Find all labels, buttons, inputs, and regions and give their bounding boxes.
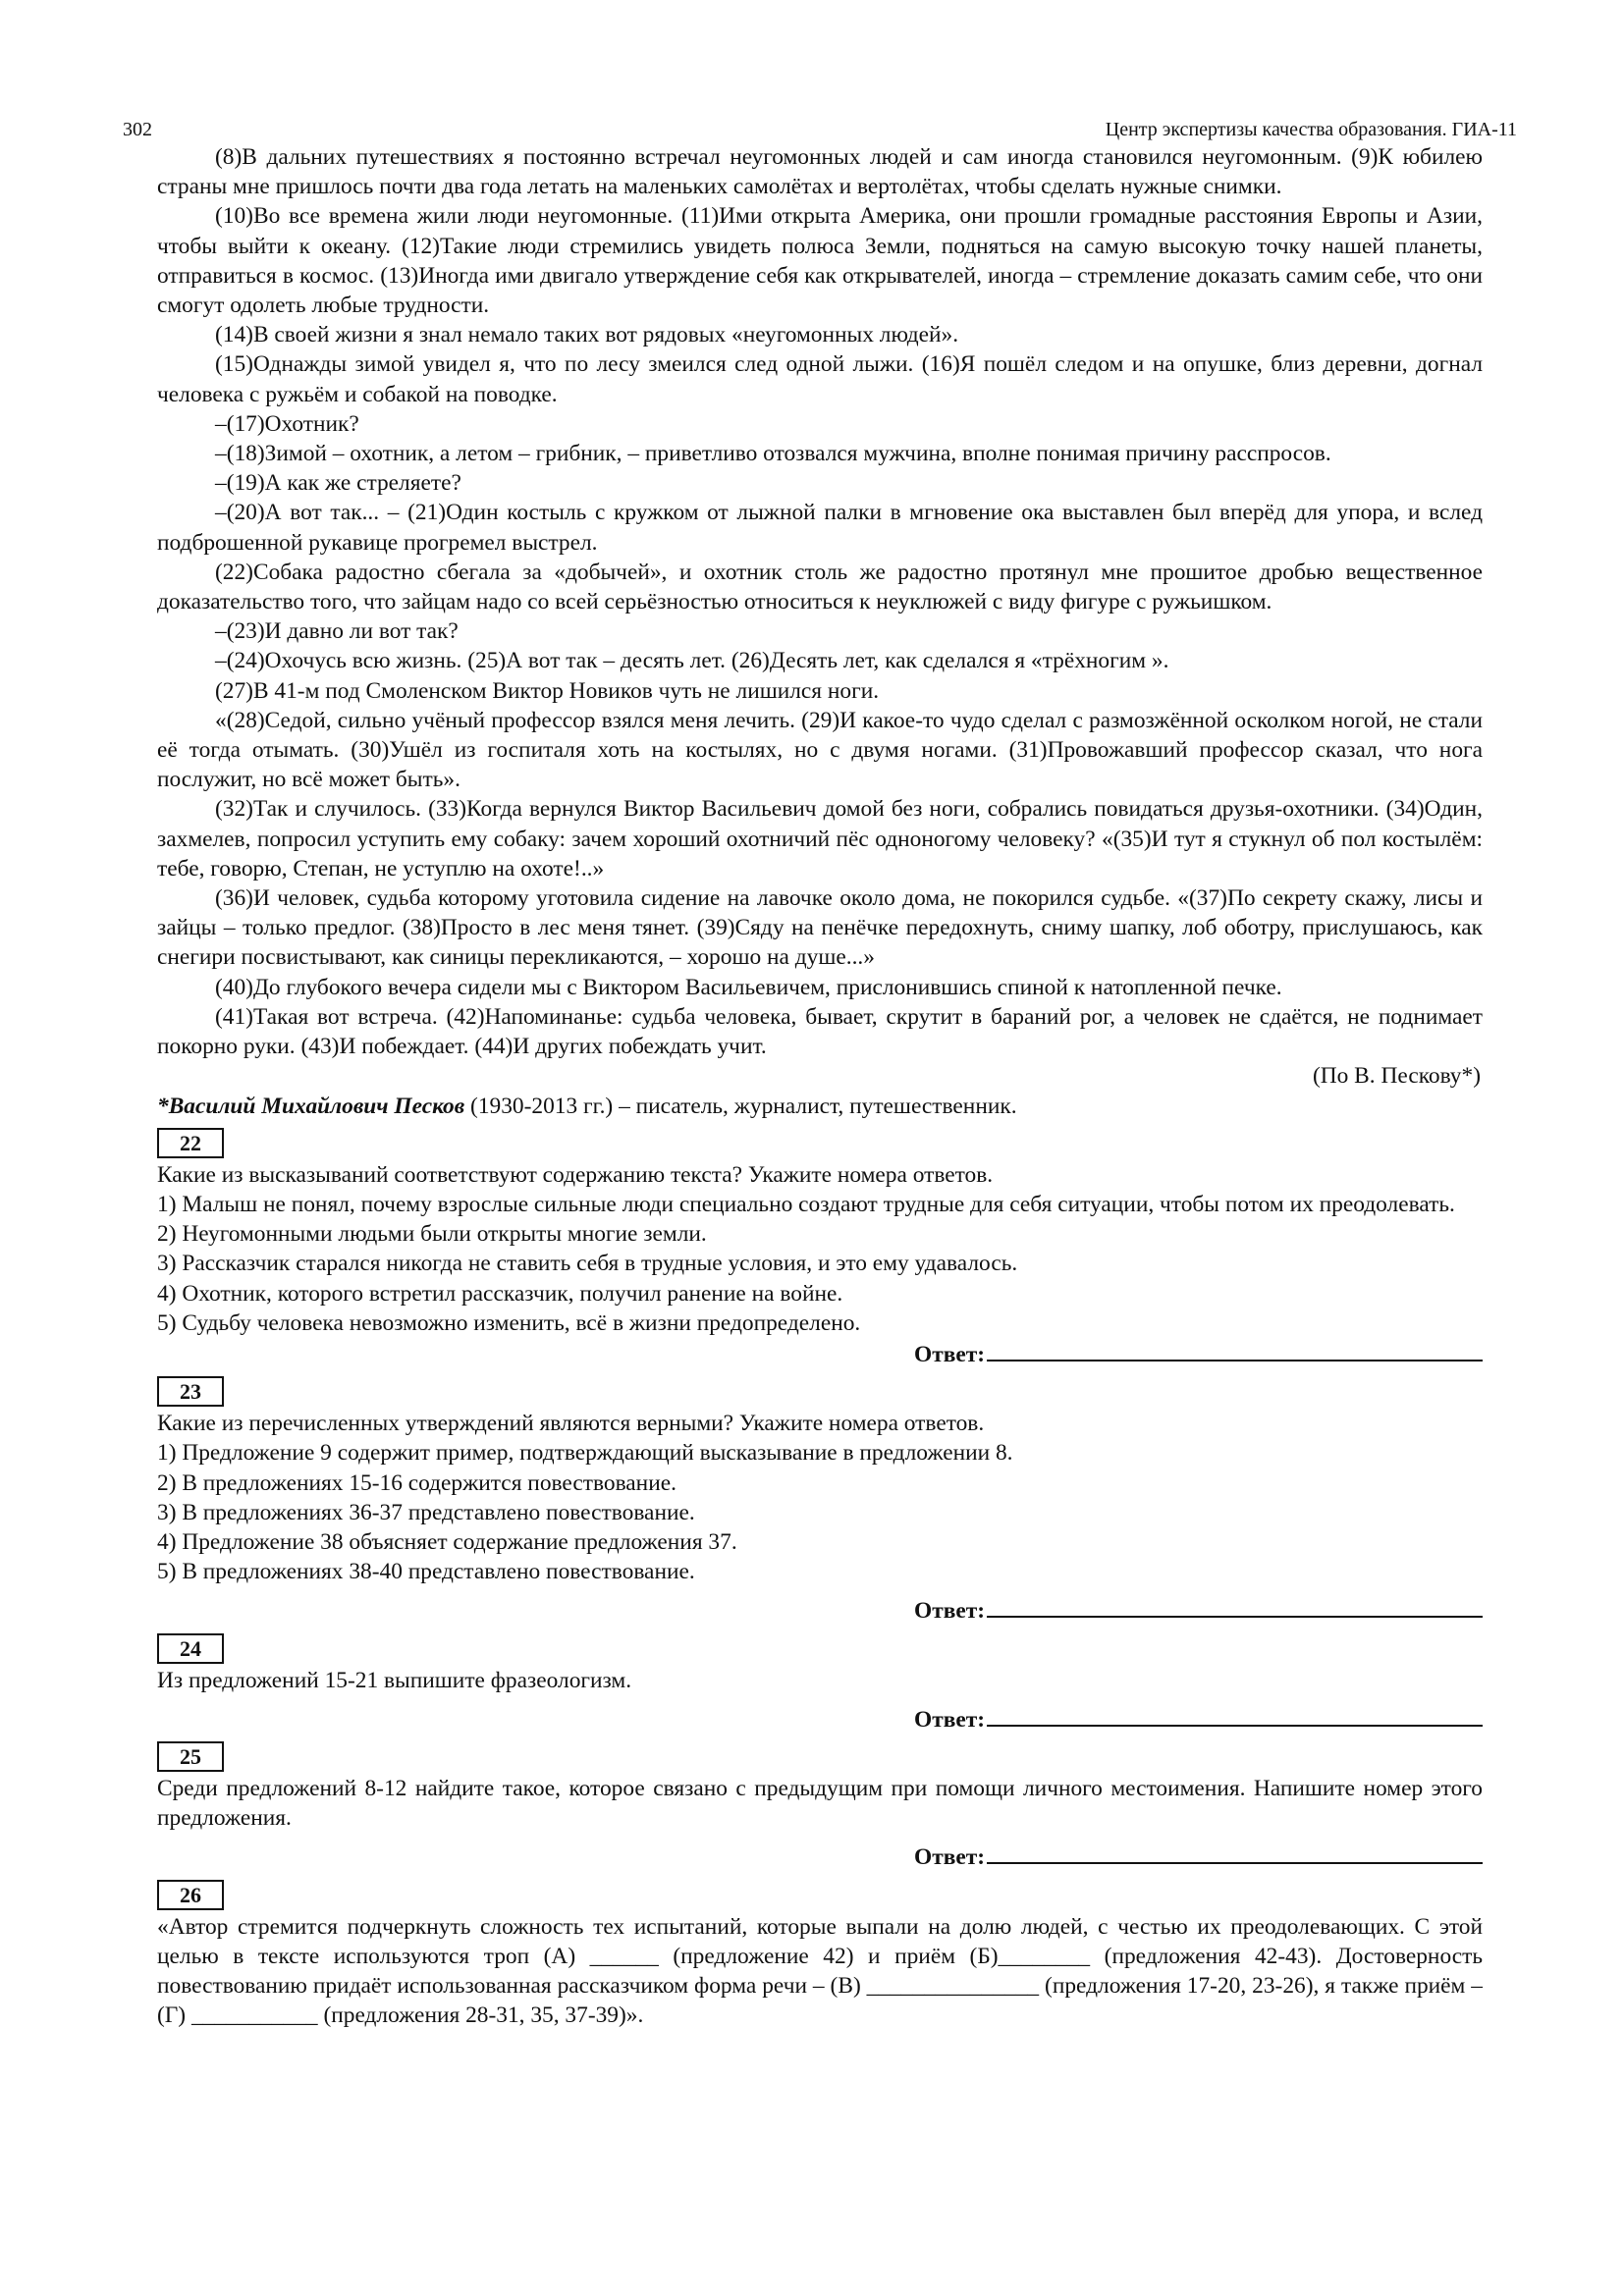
text-paragraph: –(18)Зимой – охотник, а летом – грибник, – приветливо отозвался мужчина, вполне понимая причину расспросов. — [215, 441, 1331, 467]
answer-line[interactable] — [987, 1703, 1483, 1727]
task-option: 1) Предложение 9 содержит пример, подтверждающий высказывание в предложении 8. — [157, 1440, 1013, 1467]
header-title: Центр экспертизы качества образования. ГИА-11 — [1105, 119, 1517, 140]
answer-line[interactable] — [987, 1594, 1483, 1618]
author-description: (1930-2013 гг.) – писатель, журналист, путешественник. — [464, 1093, 1017, 1119]
task-22 — [157, 1121, 1483, 1369]
text-paragraph: (40)До глубокого вечера сидели мы с Виктором Васильевичем, прислонившись спиной к натопленной печке. — [215, 974, 1282, 1000]
task-question: Какие из перечисленных утверждений являются верными? Укажите номера ответов. — [157, 1411, 985, 1437]
task-option: 4) Охотник, которого встретил рассказчик, получил ранение на войне. — [157, 1280, 843, 1307]
task-number-box: 25 — [157, 1741, 224, 1772]
answer-label: Ответ: — [914, 1598, 985, 1625]
text-paragraph: –(20)А вот так... – (21)Один костыль с кружком от лыжной палки в мгновение ока выставлен был вперёд для упора, и вслед подброшенной рукавице прогремел выстрел. — [157, 500, 1483, 556]
text-paragraph: –(23)И давно ли вот так? — [215, 618, 459, 645]
task-option: 3) Рассказчик старался никогда не ставить себя в трудные условия, и это ему удавалось. — [157, 1251, 1018, 1277]
text-paragraph: (32)Так и случилось. (33)Когда вернулся Виктор Васильевич домой без ноги, собрались повидаться друзья-охотники. (34)Один, захмелев, попросил уступить ему собаку: зачем хороший охотничий пёс одноногому человеку? «(35)И тут я стукнул об пол костылём: тебе, говорю, Степан, не уступлю на охоте!..» — [157, 796, 1483, 881]
page-number: 302 — [123, 119, 152, 140]
task-number-box: 22 — [157, 1128, 224, 1158]
task-question: Из предложений 15-21 выпишите фразеологизм. — [157, 1667, 632, 1693]
task-option: 5) Судьбу человека невозможно изменить, всё в жизни предопределено. — [157, 1309, 861, 1336]
task-question: «Автор стремится подчеркнуть сложность тех испытаний, которые выпали на долю людей, с честью их преодолевающих. С этой целью в тексте используются троп (А) ______ (предложение 42) и приём (Б)________ (предложения 42-43). Достоверность повествованию придаёт использованная рассказчиком форма речи – (В) _______________ (предложения 17-20, 23-26), я также приём – (Г) ___________ (предложения 28-31, 35, 37-39)». — [157, 1913, 1483, 2029]
answer-field[interactable] — [157, 1594, 1483, 1626]
reading-text — [157, 142, 1483, 1121]
task-question: Какие из высказываний соответствуют содержанию текста? Укажите номера ответов. — [157, 1161, 994, 1188]
text-paragraph: (15)Однажды зимой увидел я, что по лесу змеился след одной лыжи. (16)Я пошёл следом и на опушке, близ деревни, догнал человека с ружьём и собакой на поводке. — [157, 351, 1483, 407]
answer-label: Ответ: — [914, 1341, 985, 1367]
text-paragraph: (8)В дальних путешествиях я постоянно встречал неугомонных людей и сам иногда становился неугомонным. (9)К юбилею страны мне пришлось почти два года летать на маленьких самолётах и вертолётах, чтобы сделать нужные снимки. — [157, 144, 1483, 200]
answer-field[interactable] — [157, 1338, 1483, 1369]
text-paragraph: (41)Такая вот встреча. (42)Напоминанье: судьба человека, бывает, скрутит в бараний рог, а человек не сдаётся, не поднимает покорно руки. (43)И побеждает. (44)И других побеждать учит. — [157, 1003, 1483, 1060]
task-option: 5) В предложениях 38-40 представлено повествование. — [157, 1559, 695, 1585]
page-body — [157, 142, 1483, 2030]
task-option: 1) Малыш не понял, почему взрослые сильные люди специально создают трудные для себя ситуации, чтобы потом их преодолевать. — [157, 1191, 1455, 1217]
text-paragraph: –(24)Охочусь всю жизнь. (25)А вот так – десять лет. (26)Десять лет, как сделался я «трёхногим ». — [215, 648, 1169, 674]
text-paragraph: «(28)Седой, сильно учёный профессор взялся меня лечить. (29)И какое-то чудо сделал с размозжённой осколком ногой, не стали её тогда отымать. (30)Ушёл из госпиталя хоть на костылях, но с двумя ногами. (31)Провожавший профессор сказал, что нога послужит, но всё может быть». — [157, 707, 1483, 793]
text-paragraph: (27)В 41-м под Смоленском Виктор Новиков чуть не лишился ноги. — [215, 677, 880, 704]
author-footnote — [157, 1092, 1483, 1121]
text-paragraph: –(19)А как же стреляете? — [215, 470, 461, 497]
answer-line[interactable] — [987, 1841, 1483, 1864]
task-number-box: 24 — [157, 1633, 224, 1664]
author-name: *Василий Михайлович Песков — [157, 1093, 465, 1119]
task-number-box: 26 — [157, 1880, 224, 1910]
task-number-box: 23 — [157, 1376, 224, 1407]
task-option: 2) Неугомонными людьми были открыты многие земли. — [157, 1221, 707, 1248]
task-26 — [157, 1873, 1483, 2031]
answer-label: Ответ: — [914, 1844, 985, 1871]
answer-field[interactable] — [157, 1841, 1483, 1872]
task-24 — [157, 1627, 1483, 1735]
answer-label: Ответ: — [914, 1706, 985, 1733]
task-question: Среди предложений 8-12 найдите такое, которое связано с предыдущим при помощи личного местоимения. Напишите номер этого предложения. — [157, 1775, 1483, 1832]
task-option: 4) Предложение 38 объясняет содержание предложения 37. — [157, 1528, 737, 1555]
task-option: 2) В предложениях 15-16 содержится повествование. — [157, 1469, 677, 1496]
task-option: 3) В предложениях 36-37 представлено повествование. — [157, 1499, 695, 1525]
text-paragraph: –(17)Охотник? — [215, 410, 359, 437]
text-paragraph: (14)В своей жизни я знал немало таких вот рядовых «неугомонных людей». — [215, 322, 959, 348]
answer-field[interactable] — [157, 1703, 1483, 1735]
text-paragraph: (10)Во все времена жили люди неугомонные. (11)Ими открыта Америка, они прошли громадные расстояния Европы и Азии, чтобы выйти к океану. (12)Такие люди стремились увидеть полюса Земли, подняться на самую высокую точку нашей планеты, отправиться в космос. (13)Иногда ими двигало утверждение себя как открывателей, иногда – стремление доказать самим себе, что они смогут одолеть любые трудности. — [157, 203, 1483, 319]
source-attribution: (По В. Пескову*) — [1312, 1063, 1481, 1090]
answer-line[interactable] — [987, 1338, 1483, 1362]
task-25 — [157, 1735, 1483, 1873]
task-23 — [157, 1369, 1483, 1626]
text-paragraph: (22)Собака радостно сбегала за «добычей», и охотник столь же радостно протянул мне прошитое дробью вещественное доказательство того, что зайцам надо со всей серьёзностью относиться к неуклюжей с виду фигуре с ружьишком. — [157, 559, 1483, 615]
text-paragraph: (36)И человек, судьба которому уготовила сидение на лавочке около дома, не покорился судьбе. «(37)По секрету скажу, лисы и зайцы – только предлог. (38)Просто в лес меня тянет. (39)Сяду на пенёчке передохнуть, сниму шапку, лоб оботру, прислушаюсь, как снегири посвистывают, как синицы перекликаются, – хорошо на душе...» — [157, 885, 1483, 971]
